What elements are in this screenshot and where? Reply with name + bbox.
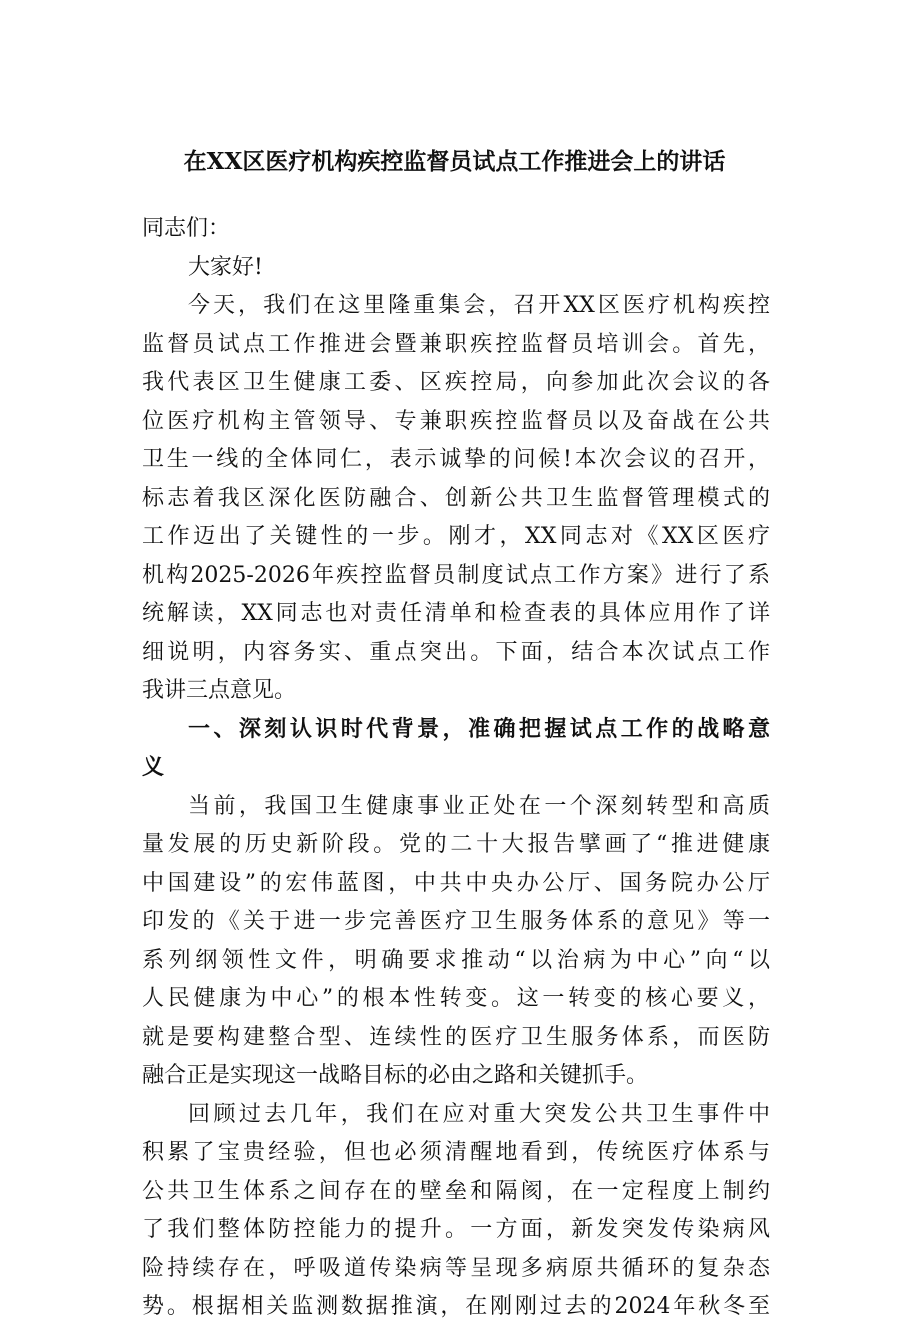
paragraph-line: 今天，我们在这里隆重集会，召开XX区医疗机构疾控	[188, 293, 770, 318]
section-heading-line: 义	[142, 755, 165, 780]
paragraph-line: 监督员试点工作推进会暨兼职疾控监督员培训会。首先，	[142, 331, 770, 357]
paragraph-line: 细说明，内容务实、重点突出。下面，结合本次试点工作	[142, 639, 770, 665]
paragraph-line: 系列纲领性文件，明确要求推动“以治病为中心”向“以	[142, 947, 770, 973]
paragraph-line: 就是要构建整合型、连续性的医疗卫生服务体系，而医防	[142, 1024, 770, 1050]
paragraph-line: 我代表区卫生健康工委、区疾控局，向参加此次会议的各	[142, 370, 770, 395]
paragraph-line: 工作迈出了关键性的一步。刚才，XX同志对《XX区医疗	[142, 524, 770, 549]
paragraph-line: 大家好!	[188, 254, 263, 280]
paragraph-line: 印发的《关于进一步完善医疗卫生服务体系的意见》等一	[142, 909, 770, 934]
paragraph-line: 我讲三点意见。	[142, 678, 297, 703]
paragraph-line: 量发展的历史新阶段。党的二十大报告擘画了“推进健康	[142, 832, 770, 857]
paragraph-line: 势。根据相关监测数据推演，在刚刚过去的2024年秋冬至	[142, 1294, 770, 1319]
paragraph-line: 位医疗机构主管领导、专兼职疾控监督员以及奋战在公共	[142, 408, 770, 434]
paragraph-line: 险持续存在，呼吸道传染病等呈现多病原共循环的复杂态	[142, 1255, 770, 1281]
paragraph-line: 机构2025-2026年疾控监督员制度试点工作方案》进行了系	[142, 562, 770, 588]
document-title: 在XX区医疗机构疾控监督员试点工作推进会上的讲话	[183, 148, 726, 175]
paragraph-line: 标志着我区深化医防融合、创新公共卫生监督管理模式的	[142, 485, 770, 511]
paragraph-line: 积累了宝贵经验，但也必须清醒地看到，传统医疗体系与	[142, 1140, 770, 1165]
paragraph-line: 卫生一线的全体同仁，表示诚挚的问候!本次会议的召开，	[142, 447, 770, 472]
paragraph-line: 人民健康为中心”的根本性转变。这一转变的核心要义，	[142, 986, 770, 1011]
paragraph-line: 回顾过去几年，我们在应对重大突发公共卫生事件中	[188, 1101, 770, 1127]
paragraph-line: 统解读，XX同志也对责任清单和检查表的具体应用作了详	[142, 601, 770, 626]
paragraph-line: 当前，我国卫生健康事业正处在一个深刻转型和高质	[188, 793, 770, 819]
paragraph-line: 同志们：	[142, 216, 231, 241]
paragraph-line: 中国建设”的宏伟蓝图，中共中央办公厅、国务院办公厅	[142, 870, 770, 896]
document-body	[142, 210, 770, 1327]
paragraph-line: 融合正是实现这一战略目标的必由之路和关键抓手。	[142, 1063, 649, 1088]
section-heading-line: 一、深刻认识时代背景，准确把握试点工作的战略意	[188, 716, 770, 742]
paragraph-line: 公共卫生体系之间存在的壁垒和隔阂，在一定程度上制约	[142, 1178, 770, 1204]
paragraph-line: 了我们整体防控能力的提升。一方面，新发突发传染病风	[142, 1217, 770, 1242]
